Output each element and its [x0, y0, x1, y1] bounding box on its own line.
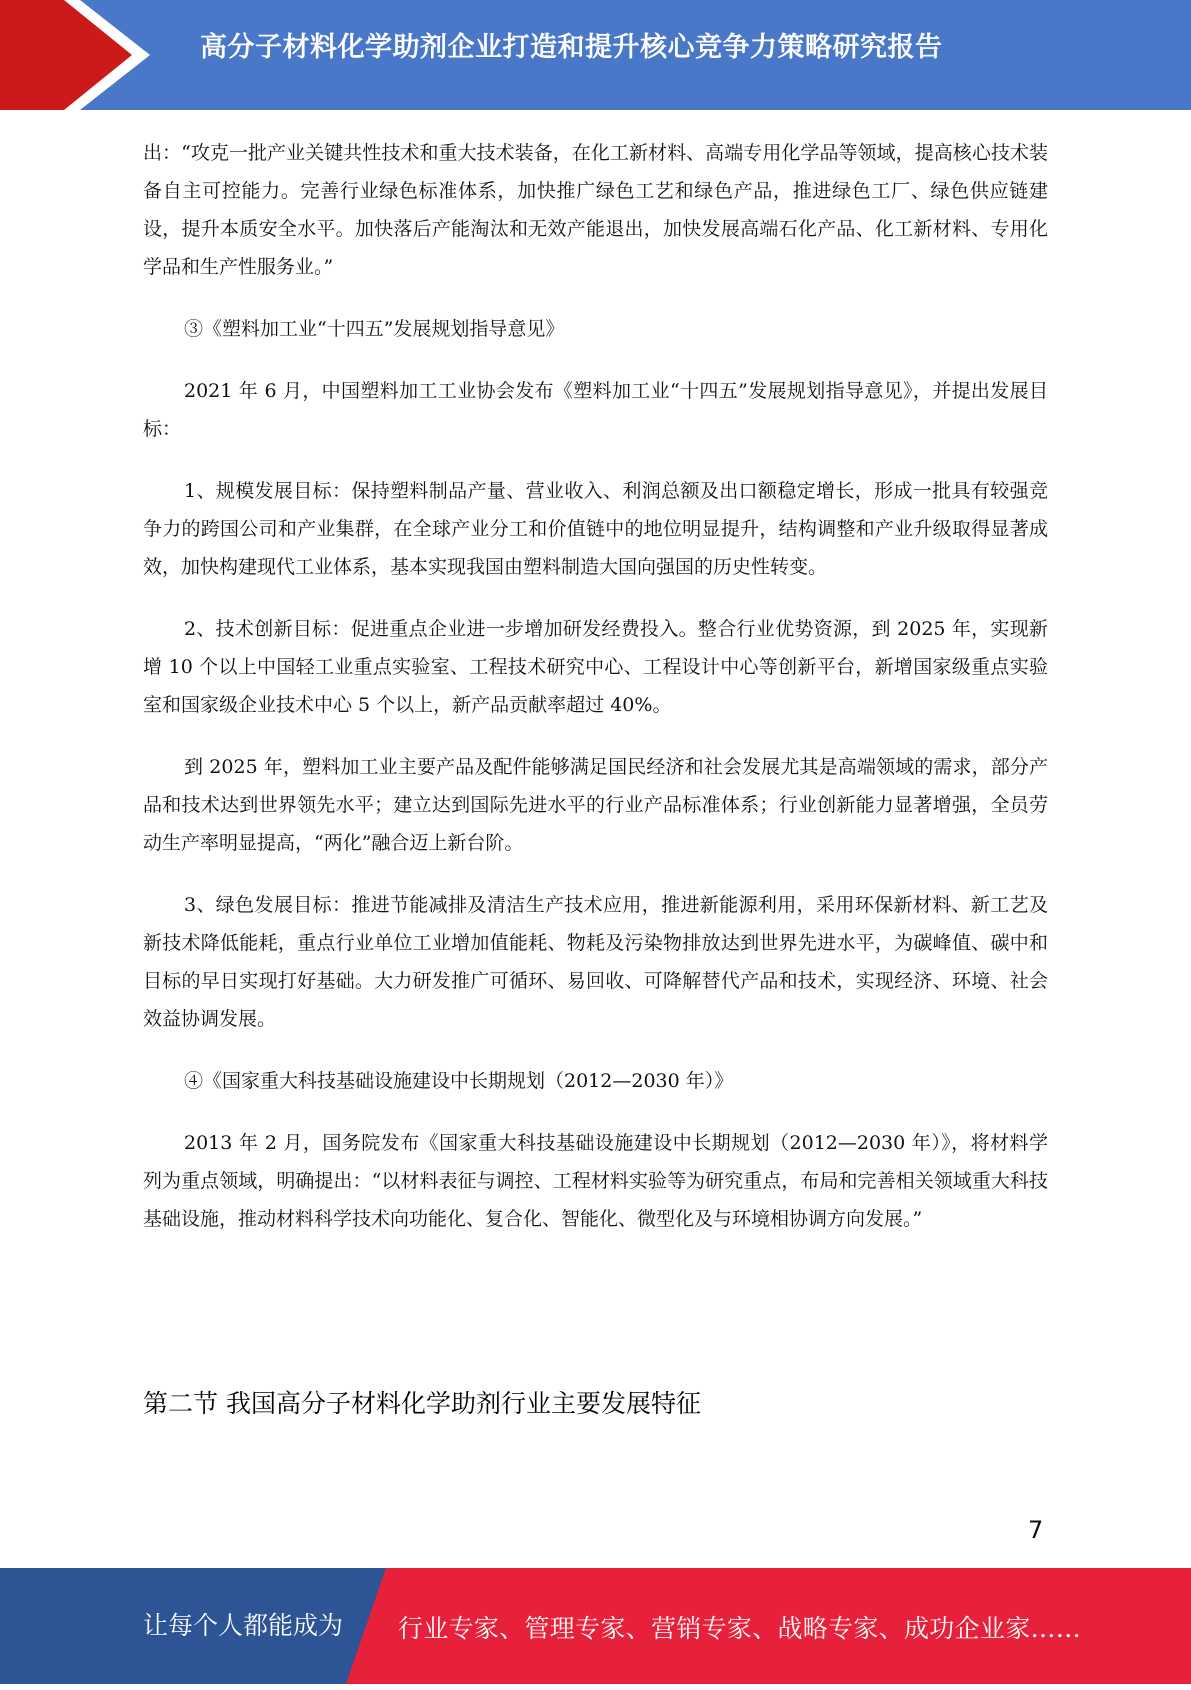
body-paragraph: 2021 年 6 月，中国塑料加工工业协会发布《塑料加工业“十四五”发展规划指导意见》，并提出发展目标： — [143, 380, 1048, 440]
header-arrow-graphic — [0, 0, 160, 110]
body-paragraph: 出：“攻克一批产业关键共性技术和重大技术装备，在化工新材料、高端专用化学品等领域，提高核心技术装备自主可控能力。完善行业绿色标准体系，加快推广绿色工艺和绿色产品，推进绿色工厂、绿色供应链建设，提升本质安全水平。加快落后产能淘汰和无效产能退出，加快发展高端石化产品、化工新材料、专用化学品和生产性服务业。” — [143, 142, 1048, 278]
section-heading: 第二节 我国高分子材料化学助剂行业主要发展特征 — [143, 1389, 701, 1418]
body-paragraph: 3、绿色发展目标：推进节能减排及清洁生产技术应用，推进新能源利用，采用环保新材料、新工艺及新技术降低能耗，重点行业单位工业增加值能耗、物耗及污染物排放达到世界先进水平，为碳峰值、碳中和目标的早日实现打好基础。大力研发推广可循环、易回收、可降解替代产品和技术，实现经济、环境、社会效益协调发展。 — [143, 894, 1048, 1030]
footer-slogan-right: 行业专家、管理专家、营销专家、战略专家、成功企业家…… — [398, 1614, 1082, 1643]
subsection-title: ③《塑料加工业“十四五”发展规划指导意见》 — [184, 318, 565, 340]
page-footer — [0, 1568, 1191, 1684]
subsection-title: ④《国家重大科技基础设施建设中长期规划（2012—2030 年）》 — [184, 1070, 734, 1092]
page-header — [0, 0, 1191, 110]
body-paragraph: 2、技术创新目标：促进重点企业进一步增加研发经费投入。整合行业优势资源，到 2025 年，实现新增 10 个以上中国轻工业重点实验室、工程技术研究中心、工程设计中心等创新平台，新增国家级重点实验室和国家级企业技术中心 5 个以上，新产品贡献率超过 40%。 — [143, 618, 1048, 716]
report-title: 高分子材料化学助剂企业打造和提升核心竞争力策略研究报告 — [200, 32, 943, 63]
document-body — [143, 134, 1048, 1262]
footer-slogan-left: 让每个人都能成为 — [143, 1611, 344, 1640]
page-number: 7 — [1028, 1516, 1044, 1544]
body-paragraph: 到 2025 年，塑料加工业主要产品及配件能够满足国民经济和社会发展尤其是高端领域的需求，部分产品和技术达到世界领先水平；建立达到国际先进水平的行业产品标准体系；行业创新能力显著增强，全员劳动生产率明显提高，“两化”融合迈上新台阶。 — [143, 756, 1048, 854]
body-paragraph: 1、规模发展目标：保持塑料制品产量、营业收入、利润总额及出口额稳定增长，形成一批具有较强竞争力的跨国公司和产业集群，在全球产业分工和价值链中的地位明显提升，结构调整和产业升级取得显著成效，加快构建现代工业体系，基本实现我国由塑料制造大国向强国的历史性转变。 — [143, 480, 1048, 578]
body-paragraph: 2013 年 2 月，国务院发布《国家重大科技基础设施建设中长期规划（2012—2030 年）》，将材料学列为重点领域，明确提出：“以材料表征与调控、工程材料实验等为研究重点，布局和完善相关领域重大科技基础设施，推动材料科学技术向功能化、复合化、智能化、微型化及与环境相协调方向发展。” — [143, 1132, 1048, 1230]
